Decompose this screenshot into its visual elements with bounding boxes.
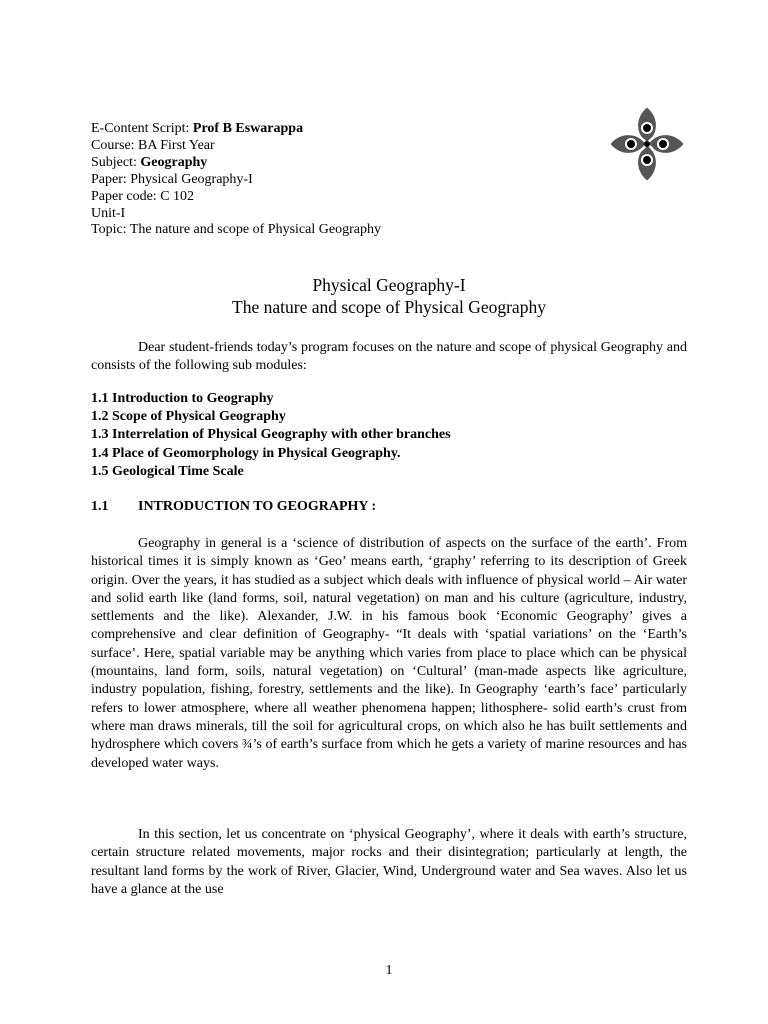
unit-line: Unit-I (91, 205, 126, 221)
document-header (91, 121, 381, 239)
module-item: 1.1 Introduction to Geography (91, 391, 274, 406)
topic-line: Topic: The nature and scope of Physical Geography (91, 222, 381, 238)
subject-value: Geography (140, 154, 208, 170)
body-paragraph-2: In this section, let us concentrate on ‘physical Geography’, where it deals with earth’s structure, certain structure related movements, major rocks and their disintegration; particularly at length, the resultant land forms by the work of River, Glacier, Wind, Underground water and Sea waves. Also let us have a glance at the use (91, 827, 687, 897)
module-list (91, 390, 451, 481)
section-title: INTRODUCTION TO GEOGRAPHY : (138, 499, 377, 514)
body-paragraph-1: Geography in general is a ‘science of distribution of aspects on the surface of the earth’. From historical times it is simply known as ‘Geo’ means earth, ‘graphy’ referring to its description of Greek origin. Over the years, it has studied as a subject which deals with influence of physical world – Air water and solid earth like (land forms, soil, natural vegetation) on man and his culture (agriculture, industry, settlements and the like). Alexander, J.W. in his famous book ‘Economic Geography’ gives a comprehensive and clear definition of Geography- “It deals with ‘spatial variations’ on the ‘Earth’s surface’. Here, spatial variable may be anything which varies from place to place which can be physical (mountains, land form, soils, natural vegetation) on ‘Cultural’ (man-made aspects like agriculture, industry population, fishing, forestry, settlements and the like). In Geography ‘earth’s face’ particularly refers to lower atmosphere, where all weather phenomena happen; lithosphere- solid earth’s crust from where man draws minerals, till the soil for agricultural crops, on which also he has built settlements and hydrosphere which covers ¾’s of earth’s surface from which he gets a variety of marine resources and has developed water ways. (91, 536, 687, 771)
section-number: 1.1 (91, 499, 109, 514)
script-line: E-Content Script: Prof B Eswarappa (91, 121, 304, 136)
paper-code-line: Paper code: C 102 (91, 188, 195, 204)
paper-line: Paper: Physical Geography-I (91, 171, 253, 187)
module-item: 1.4 Place of Geomorphology in Physical Geography. (91, 445, 401, 461)
course-line: Course: BA First Year (91, 137, 215, 153)
flower-logo-icon (606, 103, 688, 185)
module-item: 1.3 Interrelation of Physical Geography with other branches (91, 427, 451, 443)
subject-line: Subject: Geography (91, 154, 208, 170)
script-author: Prof B Eswarappa (192, 121, 304, 136)
intro-paragraph: Dear student-friends today’s program focuses on the nature and scope of physical Geography and consists of the following sub modules: (91, 340, 687, 374)
module-item: 1.5 Geological Time Scale (91, 463, 244, 479)
title-line-2: The nature and scope of Physical Geography (232, 297, 546, 317)
page-number: 1 (385, 963, 393, 978)
module-item: 1.2 Scope of Physical Geography (91, 409, 286, 425)
section-heading (91, 499, 376, 515)
document-title (91, 274, 687, 318)
title-line-1: Physical Geography-I (312, 275, 466, 295)
